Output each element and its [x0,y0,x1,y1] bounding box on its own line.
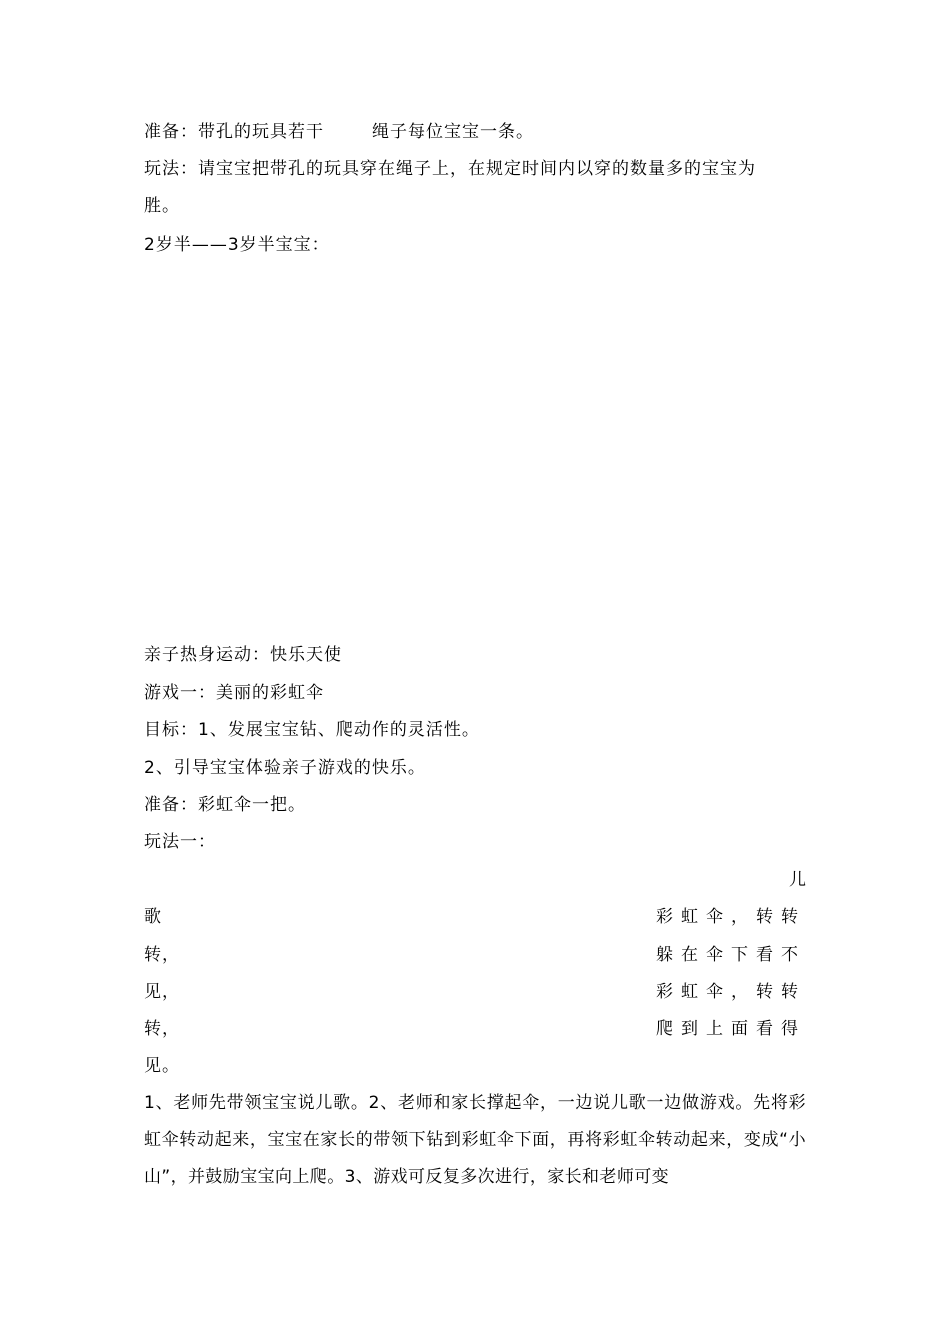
play-method-line-continued: 胜。 [144,196,180,216]
goal-line-1: 目标：1、发展宝宝钻、爬动作的灵活性。 [144,720,480,740]
preparation-item-rope: 绳子每位宝宝一条。 [372,122,534,142]
rhyme-label-right: 儿 [789,870,806,890]
method-heading: 玩法一： [144,832,216,852]
preparation-label: 准备： [144,122,198,142]
game-title: 游戏一：美丽的彩虹伞 [144,683,324,703]
preparation-line-2: 准备：彩虹伞一把。 [144,795,306,815]
goal-line-2: 2、引导宝宝体验亲子游戏的快乐。 [144,758,426,778]
rhyme-right-1: 彩虹伞，转转 [656,907,806,927]
rhyme-right-4: 爬到上面看得 [656,1019,806,1039]
rhyme-left-5: 见。 [144,1056,180,1076]
steps-paragraph: 1、老师先带领宝宝说儿歌。2、老师和家长撑起伞，一边说儿歌一边做游戏。先将彩虹伞转动起来，宝宝在家长的带领下钻到彩虹伞下面，再将彩虹伞转动起来，变成“小山”，并鼓励宝宝向上爬。3、游戏可反复多次进行，家长和老师可变 [144,1093,806,1187]
rhyme-left-3: 见， [144,982,180,1002]
age-group-heading: 2岁半——3岁半宝宝： [144,235,330,255]
rhyme-left-2: 转， [144,945,180,965]
play-method-line: 玩法：请宝宝把带孔的玩具穿在绳子上，在规定时间内以穿的数量多的宝宝为 [144,159,756,179]
rhyme-left-1: 歌 [144,907,162,927]
rhyme-right-2: 躲在伞下看不 [656,945,806,965]
preparation-line [144,120,806,144]
rhyme-right-3: 彩虹伞，转转 [656,982,806,1002]
warmup-title: 亲子热身运动：快乐天使 [144,645,342,665]
rhyme-left-4: 转， [144,1019,180,1039]
preparation-item-toys: 带孔的玩具若干 [198,122,324,142]
